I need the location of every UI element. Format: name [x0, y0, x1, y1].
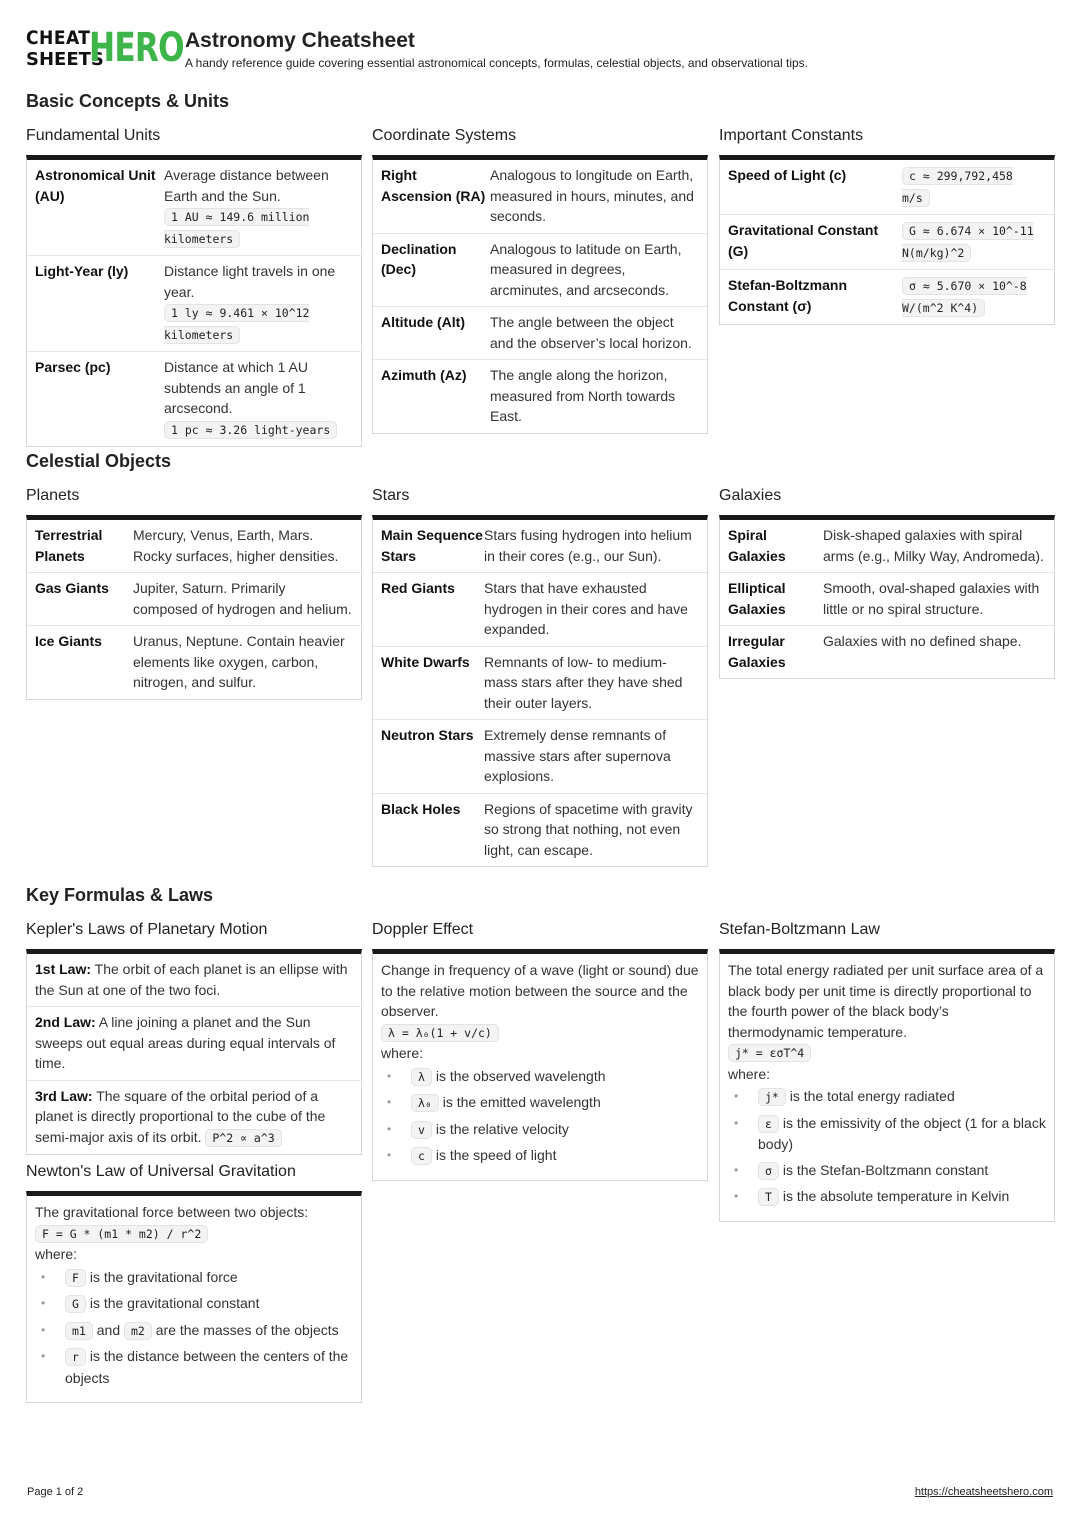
description: Distance at which 1 AU subtends an angle of 1 arcsecond. 1 pc ≈ 3.26 light-years	[164, 357, 353, 440]
term: Astronomical Unit (AU)	[35, 167, 156, 204]
description	[902, 165, 1046, 208]
table-row	[720, 215, 1054, 270]
card-title-kepler: Kepler's Laws of Planetary Motion	[26, 921, 268, 938]
section-title-celestial: Celestial Objects	[26, 451, 172, 471]
term: White Dwarfs	[381, 653, 470, 670]
value-code: 1 ly ≈ 9.461 × 10^12 kilometers	[164, 306, 310, 342]
card-body	[27, 1196, 361, 1399]
card-title-coordinate-systems: Coordinate Systems	[372, 127, 517, 144]
description: Analogous to latitude on Earth, measured in degrees, arcminutes, and arcseconds.	[490, 240, 682, 298]
list-item: • ε is the emissivity of the object (1 for a black body)	[728, 1113, 1046, 1155]
description: Mercury, Venus, Earth, Mars. Rocky surfaces, higher densities.	[133, 527, 339, 564]
term: Stefan-Boltzmann Constant (σ)	[728, 277, 847, 314]
section-title-basic: Basic Concepts & Units	[26, 91, 230, 111]
description: Analogous to longitude on Earth, measured in hours, minutes, and seconds.	[490, 167, 694, 224]
list-item: • F is the gravitational force	[35, 1267, 353, 1289]
card-newton	[26, 1191, 362, 1403]
site-link[interactable]: https://cheatsheetshero.com	[914, 1486, 1053, 1498]
variable-list	[35, 1267, 353, 1389]
description	[902, 275, 1046, 318]
table-row	[27, 160, 361, 256]
table-row	[27, 352, 361, 446]
table-row	[373, 234, 707, 308]
table-row	[373, 647, 707, 721]
term: Gravitational Constant (G)	[728, 222, 879, 259]
term: Azimuth (Az)	[381, 367, 467, 383]
table-row	[373, 520, 707, 573]
cheatsheetshero-logo[interactable]	[26, 25, 184, 71]
list-item: • j* is the total energy radiated	[728, 1086, 1046, 1108]
card-body	[373, 954, 707, 1178]
value-code: c ≈ 299,792,458 m/s	[902, 169, 1013, 205]
logo-sheets-text: SHEETS	[26, 49, 104, 70]
value-code: 1 AU ≈ 149.6 million kilometers	[164, 210, 310, 246]
description: Regions of spacetime with gravity so strong that nothing, not even light, can escape.	[484, 800, 693, 858]
term: Right Ascension (RA)	[381, 167, 486, 204]
description: Distance light travels in one year. 1 ly ≈ 9.461 × 10^12 kilometers	[164, 263, 336, 342]
formula-code: j* = εσT^4	[728, 1044, 811, 1062]
table-row	[720, 160, 1054, 215]
list-item: • G is the gravitational constant	[35, 1293, 353, 1315]
card-coordinate-systems	[372, 155, 708, 434]
list-item: • m1 and m2 are the masses of the objects	[35, 1320, 353, 1342]
description: Stars fusing hydrogen into helium in their cores (e.g., our Sun).	[484, 527, 692, 564]
page-subtitle: A handy reference guide covering essential astronomical concepts, formulas, celestial objects, and observational tips.	[185, 56, 809, 70]
card-doppler	[372, 949, 708, 1181]
description: The angle along the horizon, measured from North towards East.	[490, 367, 676, 424]
list-item: • r is the distance between the centers of the objects	[35, 1346, 353, 1388]
card-stefan	[719, 949, 1055, 1222]
page-number: Page 1 of 2	[27, 1486, 84, 1498]
description: Smooth, oval-shaped galaxies with little or no spiral structure.	[823, 580, 1040, 617]
term: Gas Giants	[35, 580, 109, 596]
intro-text: The gravitational force between two objects:	[35, 1204, 309, 1220]
term: Altitude (Alt)	[381, 314, 465, 330]
term: Red Giants	[381, 580, 455, 596]
term: Black Holes	[381, 800, 461, 817]
formula-code: P^2 ∝ a^3	[205, 1129, 281, 1147]
term: Speed of Light (c)	[728, 167, 847, 183]
law-item: 3rd Law: The square of the orbital period of a planet is directly proportional to the cube of the semi-major axis of its orbit. P^2 ∝ a^3	[35, 1087, 326, 1145]
value-code: σ ≈ 5.670 × 10^-8 W/(m^2 K^4)	[902, 279, 1027, 315]
formula-code: F = G * (m1 * m2) / r^2	[35, 1225, 208, 1243]
description: Disk-shaped galaxies with spiral arms (e.g., Milky Way, Andromeda).	[823, 527, 1044, 564]
list-item: • σ is the Stefan-Boltzmann constant	[728, 1160, 1046, 1182]
table-row	[720, 270, 1054, 324]
card-title-planets: Planets	[26, 487, 80, 504]
list-item: • v is the relative velocity	[381, 1119, 699, 1141]
description: Jupiter, Saturn. Primarily composed of hydrogen and helium.	[133, 580, 352, 617]
term: Irregular Galaxies	[728, 633, 786, 670]
formula-code: λ = λ₀(1 + v/c)	[381, 1024, 499, 1042]
variable-list	[728, 1086, 1046, 1208]
card-title-newton: Newton's Law of Universal Gravitation	[26, 1163, 296, 1180]
section-title-formulas: Key Formulas & Laws	[26, 885, 214, 905]
table-row	[373, 573, 707, 647]
card-fundamental-units	[26, 155, 362, 447]
card-title-stars: Stars	[372, 487, 410, 504]
card-title-doppler: Doppler Effect	[372, 921, 474, 938]
value-code: 1 pc ≈ 3.26 light-years	[164, 421, 337, 439]
table-row	[373, 360, 707, 433]
card-title-stefan: Stefan-Boltzmann Law	[719, 921, 880, 938]
card-body	[720, 954, 1054, 1219]
table-row	[373, 307, 707, 360]
list-item: • λ₀ is the emitted wavelength	[381, 1092, 699, 1114]
table-row	[373, 160, 707, 234]
table-row	[373, 794, 707, 867]
card-title-galaxies: Galaxies	[719, 487, 782, 504]
table-row	[720, 626, 1054, 678]
table-row	[720, 573, 1054, 626]
intro-text: Change in frequency of a wave (light or sound) due to the relative motion between the source and the observer.	[381, 962, 699, 1019]
where-label: where:	[381, 1045, 424, 1061]
table-row	[720, 520, 1054, 573]
list-item: • c is the speed of light	[381, 1145, 699, 1167]
term: Terrestrial Planets	[35, 527, 103, 564]
description: Galaxies with no defined shape.	[823, 633, 1022, 649]
term: Spiral Galaxies	[728, 527, 786, 564]
card-planets	[26, 515, 362, 700]
table-row	[27, 520, 361, 573]
variable-list	[381, 1066, 699, 1167]
table-row	[373, 720, 707, 794]
where-label: where:	[35, 1246, 78, 1262]
term: Elliptical Galaxies	[728, 580, 786, 617]
card-important-constants	[719, 155, 1055, 325]
term: Light-Year (ly)	[35, 263, 129, 279]
card-stars	[372, 515, 708, 867]
table-row	[27, 626, 361, 699]
term: Main Sequence Stars	[381, 527, 483, 564]
term: Parsec (pc)	[35, 359, 111, 375]
page-title: Astronomy Cheatsheet	[185, 29, 415, 52]
term: Ice Giants	[35, 633, 102, 649]
list-item: • T is the absolute temperature in Kelvin	[728, 1186, 1046, 1208]
description: Uranus, Neptune. Contain heavier elements like oxygen, carbon, nitrogen, and sulfur.	[133, 633, 345, 690]
description: Average distance between Earth and the Sun. 1 AU ≈ 149.6 million kilometers	[164, 167, 329, 246]
intro-text: The total energy radiated per unit surface area of a black body per unit time is directly proportional to the fourth power of the black body’s thermodynamic temperature.	[728, 962, 1044, 1040]
law-item: 1st Law: The orbit of each planet is an ellipse with the Sun at one of the two foci.	[27, 954, 361, 1007]
card-galaxies	[719, 515, 1055, 679]
logo-cheat-text: CHEAT	[26, 27, 91, 49]
description	[902, 220, 1046, 263]
card-title-fundamental-units: Fundamental Units	[26, 127, 161, 144]
value-code: G ≈ 6.674 × 10^-11 N(m/kg)^2	[902, 224, 1034, 260]
card-title-important-constants: Important Constants	[719, 127, 864, 144]
description: Stars that have exhausted hydrogen in their cores and have expanded.	[484, 580, 688, 637]
list-item: • λ is the observed wavelength	[381, 1066, 699, 1088]
term: Neutron Stars	[381, 727, 474, 743]
law-item: 2nd Law: A line joining a planet and the Sun sweeps out equal areas during equal intervals of time.	[27, 1007, 361, 1081]
card-kepler	[26, 949, 362, 1155]
table-row	[27, 573, 361, 626]
logo-hero-text: HERO	[89, 25, 184, 71]
term: Declination (Dec)	[381, 240, 457, 277]
where-label: where:	[728, 1065, 771, 1082]
table-row	[27, 256, 361, 352]
description: Remnants of low- to medium-mass stars after they have shed their outer layers.	[484, 653, 683, 711]
page-header	[26, 25, 1056, 72]
description: Extremely dense remnants of massive stars after supernova explosions.	[484, 727, 671, 784]
description: The angle between the object and the observer’s local horizon.	[490, 314, 692, 351]
